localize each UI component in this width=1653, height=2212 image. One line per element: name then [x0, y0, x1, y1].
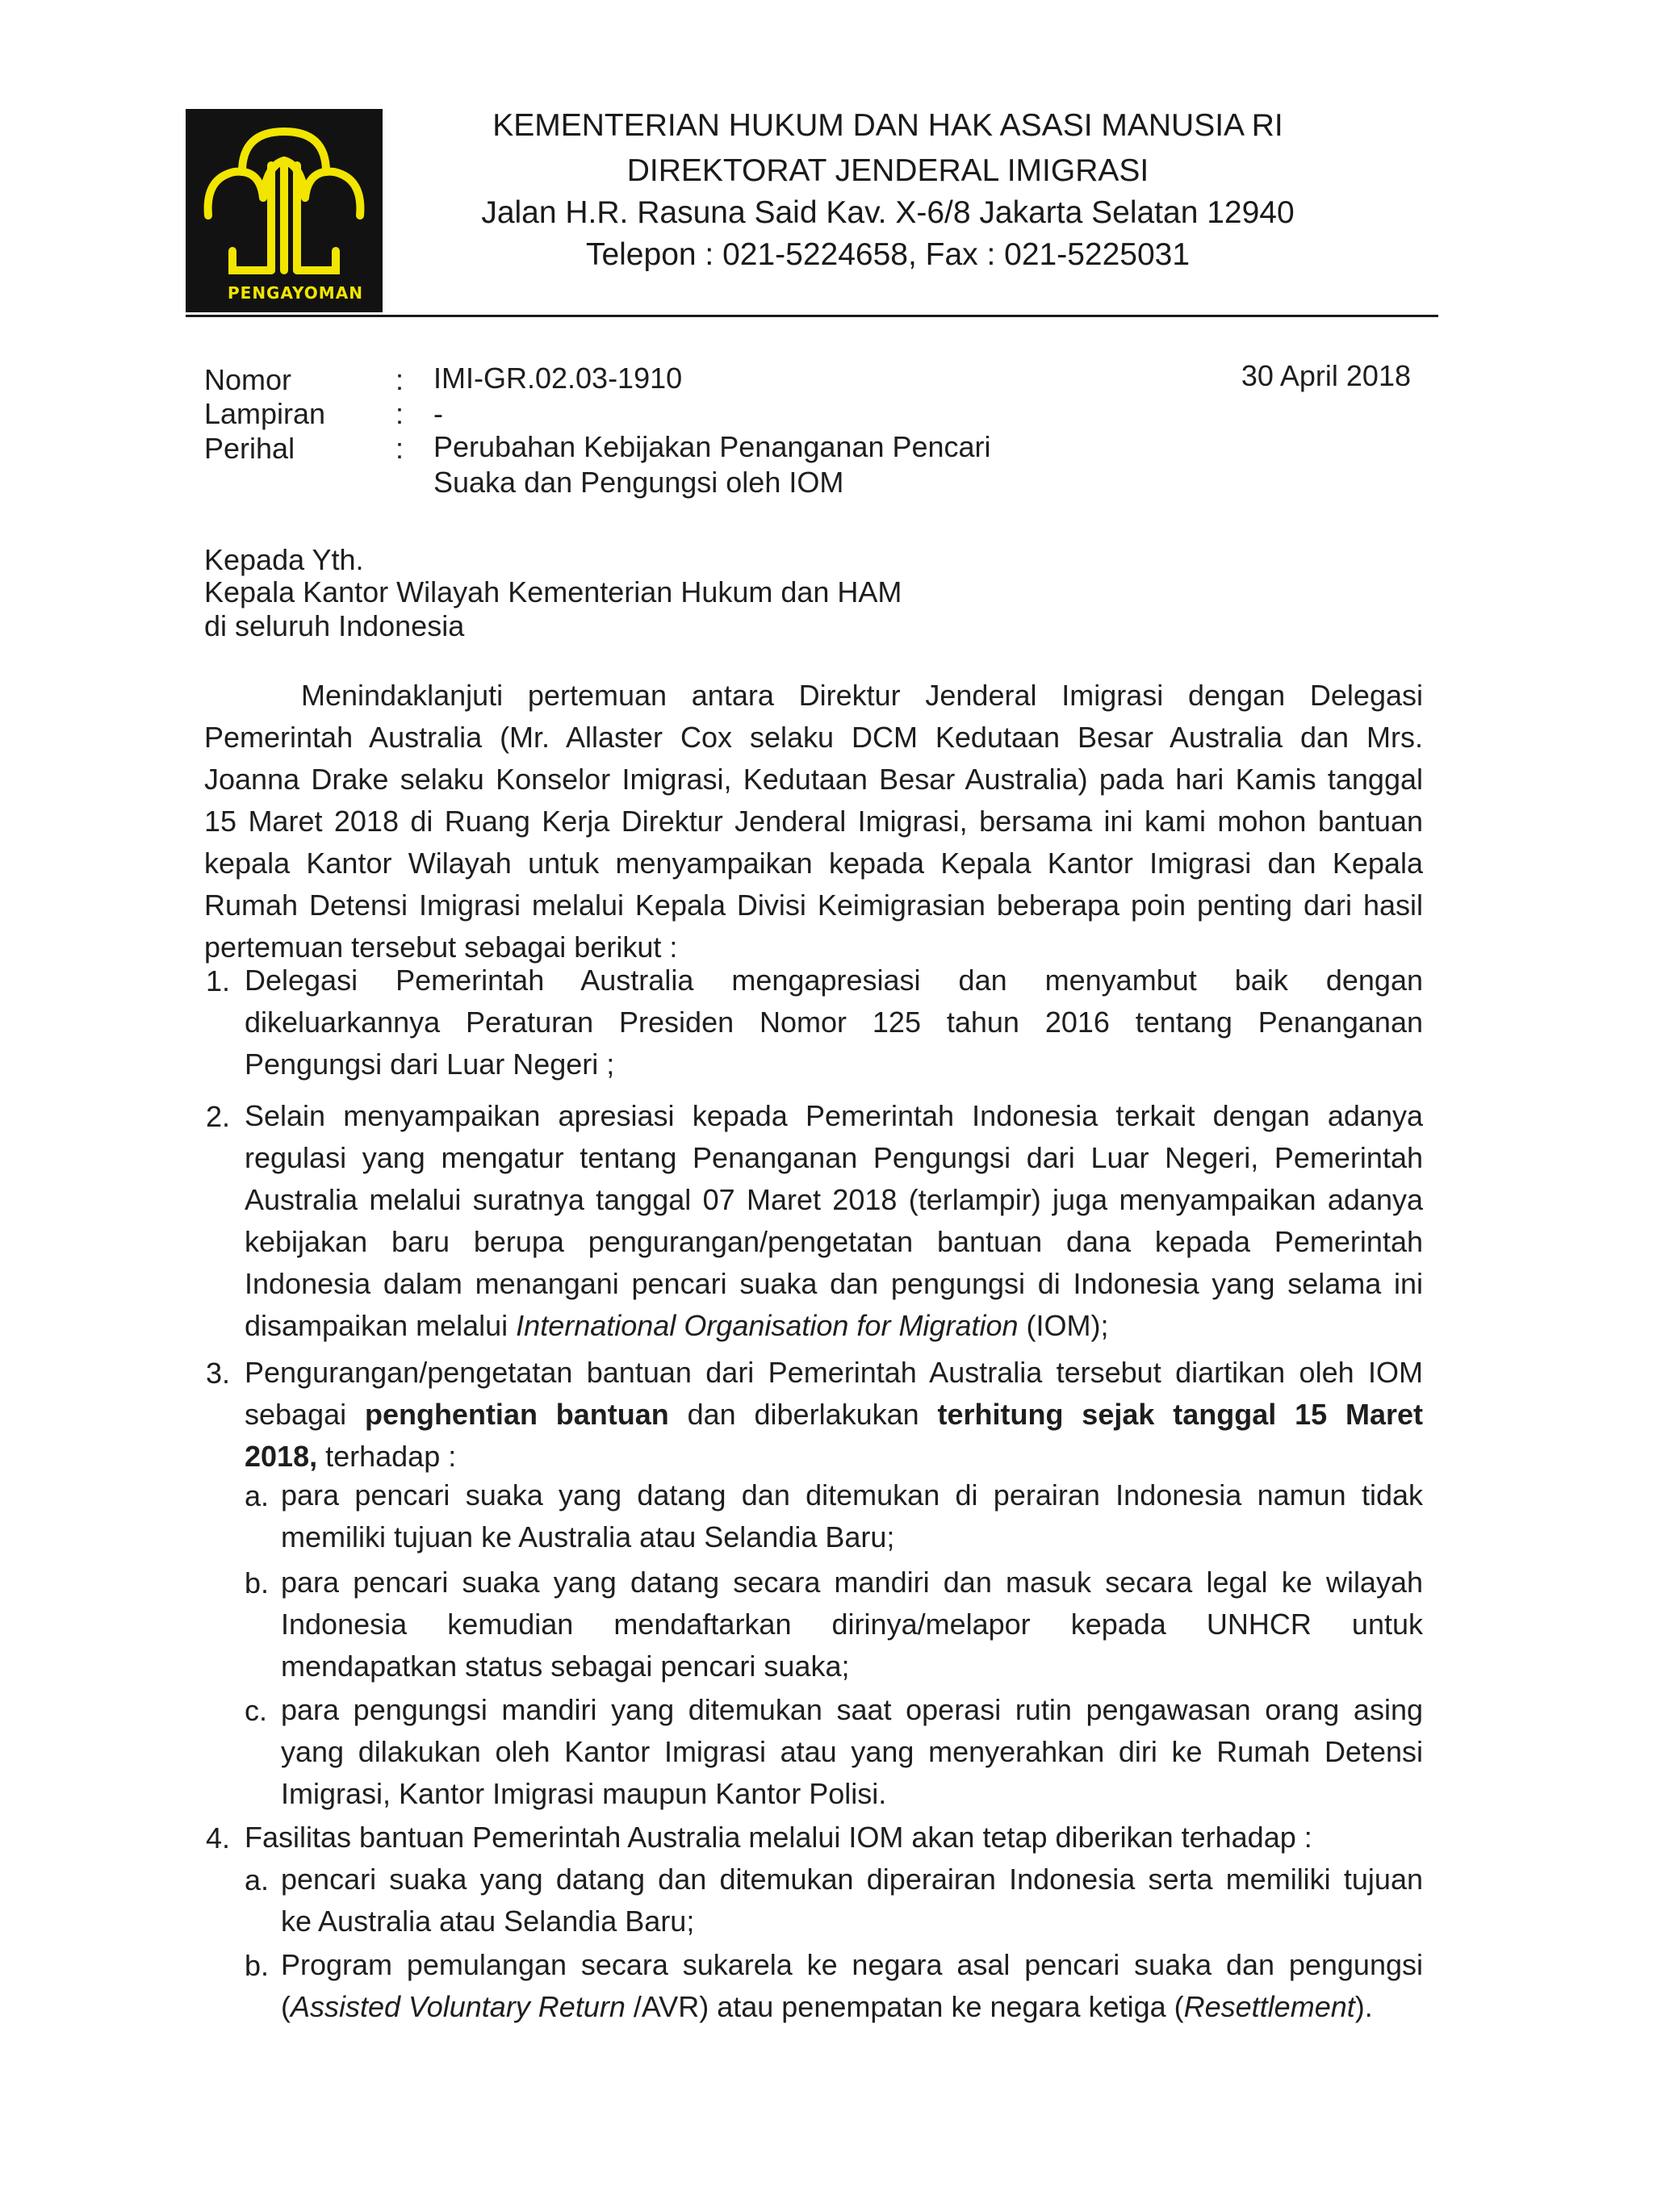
item-number: 2. [206, 1100, 231, 1133]
point-3c-line: para pengungsi mandiri yang ditemukan saat operasi rutin pengawasan orang asing [281, 1693, 1423, 1726]
text-run: dan diberlakukan [668, 1398, 938, 1431]
point-4-line: Fasilitas bantuan Pemerintah Australia melalui IOM akan tetap diberikan terhadap : [245, 1821, 1312, 1854]
perihal-value-line2: Suaka dan Pengungsi oleh IOM [433, 466, 844, 499]
perihal-value-line1: Perubahan Kebijakan Penanganan Pencari [433, 430, 991, 463]
point-3c-line: yang dilakukan oleh Kantor Imigrasi atau yang menyerahkan diri ke Rumah Detensi [281, 1735, 1423, 1768]
point-3a-line: memiliki tujuan ke Australia atau Selandia Baru; [281, 1520, 895, 1553]
sub-item-label: b. [245, 1949, 270, 1982]
point-4 [245, 1817, 1423, 1859]
intro-line: Rumah Detensi Imigrasi melalui Kepala Divisi Keimigrasian beberapa poin penting dari hasil [204, 889, 1423, 922]
nomor-value: IMI-GR.02.03-1910 [433, 362, 683, 395]
point-2 [245, 1095, 1423, 1347]
intro-line: pertemuan tersebut sebagai berikut : [204, 930, 678, 964]
point-3a [281, 1474, 1423, 1558]
letterhead-divider [186, 315, 1438, 317]
office-contact: Telepon : 021-5224658, Fax : 021-5225031 [585, 237, 1191, 272]
point-3b-line: mendapatkan status sebagai pencari suaka; [281, 1650, 850, 1683]
lampiran-label: Lampiran [204, 397, 326, 430]
point-1-line: Pengungsi dari Luar Negeri ; [245, 1047, 615, 1081]
lampiran-value: - [433, 397, 443, 430]
nomor-label: Nomor [204, 363, 292, 396]
sub-item-label: c. [245, 1694, 268, 1727]
item-number: 1. [206, 964, 231, 997]
point-3 [245, 1352, 1423, 1478]
text-run: (IOM); [1018, 1309, 1109, 1342]
office-address: Jalan H.R. Rasuna Said Kav. X-6/8 Jakarta Selatan 12940 [481, 195, 1295, 230]
nomor-colon: : [395, 363, 404, 396]
point-2-line: Australia melalui suratnya tanggal 07 Maret 2018 (terlampir) juga menyampaikan adanya [245, 1183, 1423, 1216]
tree-emblem-icon [186, 109, 383, 312]
sub-item-label: a. [245, 1863, 270, 1896]
pengayoman-logo [186, 109, 383, 312]
italic-text: Resettlement [1183, 1990, 1355, 2023]
text-run: terhadap : [317, 1440, 457, 1473]
letter-date: 30 April 2018 [1241, 359, 1411, 392]
point-4a [281, 1859, 1423, 1942]
addressee-salutation: Kepada Yth. [204, 543, 364, 576]
italic-text: Assisted Voluntary Return [291, 1990, 626, 2023]
point-2-line: regulasi yang mengatur tentang Penanganan Pengungsi dari Luar Negeri, Pemerintah [245, 1141, 1423, 1174]
logo-caption: PENGAYOMAN [228, 283, 363, 303]
sub-item-label: a. [245, 1479, 270, 1512]
bold-text: 2018, [245, 1440, 318, 1473]
point-1-line: dikeluarkannya Peraturan Presiden Nomor 125 tahun 2016 tentang Penanganan [245, 1006, 1423, 1039]
item-number: 4. [206, 1821, 231, 1854]
point-3-line [245, 1394, 1423, 1436]
intro-line: Menindaklanjuti pertemuan antara Direktur Jenderal Imigrasi dengan Delegasi [301, 679, 1423, 712]
bold-text: terhitung sejak tanggal 15 Maret [937, 1398, 1423, 1431]
text-run: ). [1354, 1990, 1373, 2023]
ministry-name: KEMENTERIAN HUKUM DAN HAK ASASI MANUSIA RI [492, 108, 1283, 143]
point-3b-line: Indonesia kemudian mendaftarkan dirinya/melapor kepada UNHCR untuk [281, 1608, 1423, 1641]
lampiran-colon: : [395, 397, 404, 430]
bold-text: penghentian bantuan [364, 1398, 669, 1431]
point-3a-line: para pencari suaka yang datang dan ditemukan di perairan Indonesia namun tidak [281, 1478, 1423, 1512]
intro-line: kepala Kantor Wilayah untuk menyampaikan kepada Kepala Kantor Imigrasi dan Kepala [204, 847, 1423, 880]
text-run: /AVR) atau penempatan ke negara ketiga ( [625, 1990, 1184, 2023]
intro-line: Pemerintah Australia (Mr. Allaster Cox selaku DCM Kedutaan Besar Australia dan Mrs. [204, 721, 1423, 754]
point-4b-line [281, 1986, 1423, 2028]
point-2-line [245, 1305, 1423, 1347]
point-4b [281, 1944, 1423, 2028]
text-run: sebagai [245, 1398, 365, 1431]
text-run: ( [281, 1990, 291, 2023]
point-1-line: Delegasi Pemerintah Australia mengapresiasi dan menyambut baik dengan [245, 964, 1423, 997]
sub-item-label: b. [245, 1566, 270, 1599]
perihal-label: Perihal [204, 432, 295, 465]
addressee-title: Kepala Kantor Wilayah Kementerian Hukum dan HAM [204, 575, 902, 608]
text-run: disampaikan melalui [245, 1309, 517, 1342]
point-3c-line: Imigrasi, Kantor Imigrasi maupun Kantor Polisi. [281, 1777, 887, 1810]
point-2-line: kebijakan baru berupa pengurangan/pengetatan bantuan dana kepada Pemerintah [245, 1225, 1423, 1258]
intro-paragraph [204, 675, 1423, 968]
point-2-line: Indonesia dalam menangani pencari suaka dan pengungsi di Indonesia yang selama ini [245, 1267, 1423, 1300]
point-3c [281, 1689, 1423, 1815]
point-3-line: Pengurangan/pengetatan bantuan dari Pemerintah Australia tersebut diartikan oleh IOM [245, 1356, 1423, 1389]
point-3-line [245, 1436, 1423, 1478]
point-4b-line: Program pemulangan secara sukarela ke negara asal pencari suaka dan pengungsi [281, 1948, 1423, 1981]
point-3b-line: para pencari suaka yang datang secara mandiri dan masuk secara legal ke wilayah [281, 1566, 1423, 1599]
intro-line: 15 Maret 2018 di Ruang Kerja Direktur Jenderal Imigrasi, bersama ini kami mohon bantuan [204, 805, 1423, 838]
iom-full-name: International Organisation for Migration [516, 1309, 1019, 1342]
directorate-name: DIREKTORAT JENDERAL IMIGRASI [626, 153, 1149, 188]
item-number: 3. [206, 1357, 231, 1390]
point-2-line: Selain menyampaikan apresiasi kepada Pemerintah Indonesia terkait dengan adanya [245, 1099, 1423, 1132]
point-4a-line: pencari suaka yang datang dan ditemukan diperairan Indonesia serta memiliki tujuan [281, 1863, 1423, 1896]
point-1 [245, 960, 1423, 1085]
point-3b [281, 1562, 1423, 1687]
perihal-colon: : [395, 432, 404, 465]
point-4a-line: ke Australia atau Selandia Baru; [281, 1905, 695, 1938]
intro-line: Joanna Drake selaku Konselor Imigrasi, Kedutaan Besar Australia) pada hari Kamis tanggal [204, 763, 1423, 796]
addressee-location: di seluruh Indonesia [204, 609, 465, 642]
